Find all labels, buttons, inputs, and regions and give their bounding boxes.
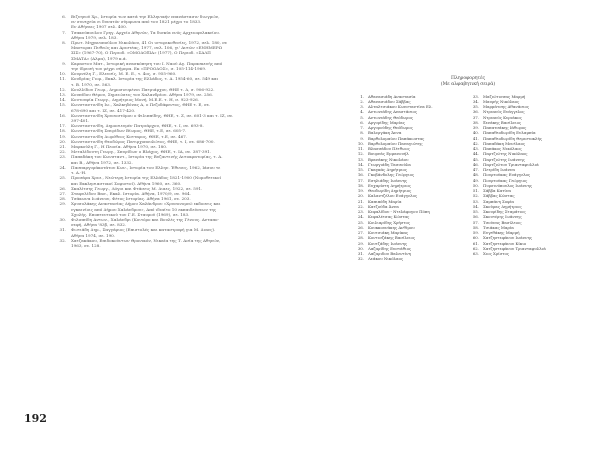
informant-number: 33. xyxy=(472,93,479,99)
informant-name: Λαζαρίδης Ευστάθιος xyxy=(368,245,412,251)
informant-name: Ντριανός Κυριάκος xyxy=(483,114,522,120)
reference-entry xyxy=(52,102,317,112)
reference-line: Χρυσολάκης Αναστασίας Δήμου Χαλάνδρου «Χρυσονομεώ εκδοσεις και xyxy=(71,201,221,207)
reference-line: Κωνσταντινίδη Χρυσοστόμου ο Φιλιππίδης, ΘΗΕ, τ. Ζ, σε. 601-3 και τ. ΙΖ, σε. xyxy=(71,112,234,118)
reference-number: 32. xyxy=(59,237,66,243)
reference-line: Χατζακάκου, Επιδοκούντων Θρονικόν, Νικαία της Τ. Ασία της Αθηνών, xyxy=(71,237,221,243)
reference-entry xyxy=(52,217,317,227)
informant-name: Ντριανός Ευάγγελος xyxy=(483,109,525,115)
reference-number: 14. xyxy=(59,97,66,103)
informant-number: 18. xyxy=(357,182,364,188)
reference-line: Σταφυλίδου Βασ., Εκκλ. Ιστορία. Αθήνα, 1970/9, σε. 964. xyxy=(71,190,191,196)
informant-name: Παπαδάκη Μενέλαος xyxy=(483,140,526,146)
reference-number: 17. xyxy=(59,123,66,129)
informant-name: Μαυρής Νικόλαος xyxy=(483,98,520,104)
reference-text xyxy=(71,14,317,30)
informant-number: 38. xyxy=(472,119,479,125)
reference-number: 29. xyxy=(59,201,66,207)
informant-name: Χιος Χρίστος xyxy=(483,251,509,257)
informant-number: 15. xyxy=(357,167,364,173)
informant-number: 20. xyxy=(357,193,364,199)
reference-entry xyxy=(52,61,317,71)
reference-line: Πασπαργυράκοτάτου Κων., Ιστορία του Ελλην. Έθνους, 1962, Ιάσου τε xyxy=(71,164,221,170)
reference-line: σεφή, Αθήνα '83β, σε. 832. xyxy=(71,222,127,228)
informant-number: 48. xyxy=(472,172,479,178)
reference-line: Τσάκωνα Ιωάννου, Φέτος Ιστορίας. Αθήνα 1961, σε. 203. xyxy=(71,196,191,202)
informant-number: 63. xyxy=(472,251,479,257)
informant-name: Κατζούδα Άννα xyxy=(368,203,399,209)
reference-number: 13. xyxy=(59,92,66,98)
informant-name: Πουρτούκας Ευάγγελος xyxy=(483,172,531,178)
reference-entry xyxy=(52,40,317,61)
informant-number: 36. xyxy=(472,109,479,115)
informant-name: Βλασσάδου Πέτθωος xyxy=(368,146,410,152)
informant-name: Πουρτούκας Γεώργιος xyxy=(483,177,528,183)
informant-number: 46. xyxy=(472,161,479,167)
informant-number: 52. xyxy=(472,193,479,199)
informant-name: Παρτζιώτου Τριανταφυλλιά xyxy=(483,161,539,167)
reference-line: 1963, σε. 128. xyxy=(71,242,101,248)
informant-name: Μαρμάτσης Αθανάσιος xyxy=(483,104,530,110)
informant-name: Βουρνάς Εμμανουήλ xyxy=(368,151,409,157)
reference-line: Κουτουφία Γεωργ., Δημήτριος Μονή, Μ.Ε.Ε. τ. Η, σ. 923-926. xyxy=(71,97,200,103)
reference-text xyxy=(71,227,317,237)
informant-number: 17. xyxy=(357,177,364,183)
reference-entry xyxy=(52,30,317,40)
informant-name: Τσιάκας Μαρία xyxy=(483,224,514,230)
reference-number: 12. xyxy=(59,86,66,92)
informant-name: Αργυρίδης Μαρίας xyxy=(368,119,405,125)
reference-line: Εν Αθήναις 1907 σελ. 400. xyxy=(71,24,128,30)
reference-line: Σκαλίτσης Γεωργ., Λόγοι και Φτάσεις Μ. Διαες, 1922, σε. 591. xyxy=(71,185,203,191)
reference-line: εγκαινίοις από Δήμου Χαλάνδρου», Από ιδιαίτο 10 εκπαιδεύσεων της xyxy=(71,206,217,212)
reference-text xyxy=(71,201,317,217)
informant-name: Μαζιώτισσας Μαρμή xyxy=(483,93,526,99)
informant-name: Πετρίδη Ιωάννα xyxy=(483,167,515,173)
informant-name: Παπάκος Νικόλαος xyxy=(483,146,522,152)
reference-entry xyxy=(52,165,317,175)
reference-entry xyxy=(52,175,317,185)
reference-number: 24. xyxy=(59,164,66,170)
informant-name: Σάββας Κώστας xyxy=(483,193,515,199)
reference-number: 21. xyxy=(59,144,66,150)
informant-number: 14. xyxy=(357,161,364,167)
reference-number: 26. xyxy=(59,185,66,191)
informant-name: Καλαντζέλου Ευάγγελος xyxy=(368,193,418,199)
reference-line: Καραστου Ματ., Ιστορική ανασκόπηση του Ι. Ναού Αγ. Παρασκευής από xyxy=(71,60,223,66)
informant-name: Παπαθεοδωρίδη Θεμιστοκλής xyxy=(483,135,542,141)
informant-number: 32. xyxy=(357,256,364,262)
reference-number: 30. xyxy=(59,216,66,222)
reference-line: Προσάρα Χρισ., Νεώτερη Ιστορία της Ελλάδος 1821-1900 (Νομοθετικοί xyxy=(71,175,222,181)
informant-number: 19. xyxy=(357,188,364,194)
informant-name: Βρανάκης Νικολάου xyxy=(368,156,409,162)
informant-name: Βαλεργάκη Άννα xyxy=(368,130,402,136)
informant-name: Αντωνιάδης Αναστάσιος xyxy=(368,109,418,115)
reference-line: Κωνσταντινίδη Ιω., Χαλκηδόνας Α, ο Πεζοδάφεντος, ΘΗΕ τ. Ε, σε. xyxy=(71,102,211,108)
reference-line: Πρωτ. Μηχανοπούλου Νικολάου, 41 Οι ιστορικοθεσίες, 1972, σελ. 180, σε xyxy=(71,40,228,46)
reference-line: ΣΜΑΤΑ» (Αλμα), 1979 κ.ά. xyxy=(71,55,127,61)
reference-number: 9. xyxy=(62,60,66,66)
informant-number: 60. xyxy=(472,235,479,241)
informant-row xyxy=(348,256,463,261)
reference-number: 8. xyxy=(62,40,66,46)
informant-name: Γκοβάνδολης Γεώργιος xyxy=(368,172,415,178)
reference-line: Παπαδάκη του Κωνσταντ., Ιστορία της Βυζαντινής Αυτοκρατορίας, τ. Α. xyxy=(71,154,223,160)
informant-number: 47. xyxy=(472,167,479,173)
reference-line: Κωνσταντινίδη Δωρόθεος Κοτταρος, ΘΗΕ, τ.Ε, σε. 467. xyxy=(71,133,188,139)
informant-number: 21. xyxy=(357,198,364,204)
informant-number: 9. xyxy=(360,135,364,141)
informant-number: 34. xyxy=(472,98,479,104)
reference-line: Κωνσταντινίδη Σπυρίδων Βίωμος, ΘΗΕ, τ.Ε, σε. 605-7. xyxy=(71,128,187,134)
informant-number: 27. xyxy=(357,230,364,236)
informant-name: Σκούρας Δημήτριος xyxy=(483,203,522,209)
reference-line: Βιζυηνού Χρ., Ιστορία των κατά την Ελληνικήν επανάστασιν διωγμών, xyxy=(71,14,220,19)
informant-number: 11. xyxy=(357,146,364,152)
informant-number: 39. xyxy=(472,125,479,131)
informant-name: Βαρθολομαίου Παπάκωστας xyxy=(368,135,425,141)
informant-number: 25. xyxy=(357,219,364,225)
informant-name: Σκουτέρης Ιωάννης xyxy=(483,214,522,220)
reference-text xyxy=(71,238,317,248)
informant-name: Κοιλιαρίδης Χρήστος xyxy=(368,219,411,225)
informant-number: 45. xyxy=(472,156,479,162)
informant-name: Τσούνας Βασίλειος xyxy=(483,219,522,225)
reference-line: Κουπίδου Θέμου, Σημειώσεις του Χαλανδρίου. Αθήνα 1979, σε. 256. xyxy=(71,92,214,98)
informant-name: Παρτζιώτης Ιωάννης xyxy=(483,156,525,162)
reference-number: 7. xyxy=(62,29,66,35)
reference-number: 27. xyxy=(59,190,66,196)
informant-name: Κεφαλίδου - Ντελάφογου Πόπη xyxy=(368,209,430,215)
informant-name: Κουτσιάκη Μαρίκας xyxy=(368,230,409,236)
informant-number: 1. xyxy=(360,93,364,99)
informant-number: 58. xyxy=(472,224,479,230)
informant-number: 8. xyxy=(360,130,364,136)
informant-number: 62. xyxy=(472,245,479,251)
informant-name: Κουτζάδης Ιωάννης xyxy=(368,240,408,246)
reference-entry xyxy=(52,154,317,164)
reference-line: και Β., Αθήνα 1972, σε. 1332. xyxy=(71,159,133,165)
informant-number: 54. xyxy=(472,203,479,209)
reference-text xyxy=(71,76,317,86)
informant-name: Κεφαλέτσας Κώστας xyxy=(368,214,410,220)
informant-name: Παπατσάκης Ιάθωρος xyxy=(483,125,527,131)
page-number: 192 xyxy=(24,412,47,425)
informant-number: 59. xyxy=(472,230,479,236)
informant-name: Σαμπάνη Σοφία xyxy=(483,198,514,204)
informant-number: 40. xyxy=(472,130,479,136)
reference-line: Κωνσταντινίδη, Δημοσιευμέν Πατριάρχου, ΘΗΕ, τ. Ι, σε. 693-8. xyxy=(71,123,204,129)
informant-number: 53. xyxy=(472,198,479,204)
reference-text xyxy=(71,40,317,61)
informants-title: Πληροφορητές xyxy=(450,76,486,81)
informant-number: 10. xyxy=(357,140,364,146)
reference-line: Κωνσταντινίδη Θεοδώρος Πατιρχοπουλώτος, ΘΗΕ, τ. Ι, σε. 686-700. xyxy=(71,138,215,144)
informant-number: 57. xyxy=(472,219,479,225)
informant-number: 7. xyxy=(360,125,364,131)
informants-column-left xyxy=(348,94,463,262)
informant-number: 4. xyxy=(360,109,364,115)
reference-line: τ. Α.-Η. xyxy=(71,170,87,176)
reference-line: Φιλιππίδη Αντων., Χαλάνδρι (Κοιτόρο και Βουλές της Γένους. Ανταπο- xyxy=(71,216,219,222)
informant-number: 35. xyxy=(472,104,479,110)
reference-number: 6. xyxy=(62,14,66,19)
reference-line: Κουρνέλη Γ., Ελευσίς, Μ. Ε. Ε., τ. 4ος, σ. 955-960. xyxy=(71,71,177,77)
informant-number: 31. xyxy=(357,251,364,257)
informant-name: Αργυρούδης Θεόδωρος xyxy=(368,125,413,131)
informants-heading xyxy=(348,76,578,88)
reference-line: Τσακνόπουλου Γρηγ. Αρχείο Αθηνών, Τα δισκία ενός Αρχειοφυλακείου. xyxy=(71,29,221,35)
informant-number: 51. xyxy=(472,188,479,194)
reference-number: 31. xyxy=(59,227,66,233)
informant-name: Ευγεθάκης Μαρμή xyxy=(483,230,520,236)
reference-entry xyxy=(52,227,317,237)
informant-number: 2. xyxy=(360,98,364,104)
informants-list xyxy=(348,76,578,262)
reference-number: 15. xyxy=(59,102,66,108)
informant-name: Γεωργιάδη Τασσούλα xyxy=(368,161,411,167)
informant-name: Παπαθεοδωρίδη Ευλαμπία xyxy=(483,130,536,136)
reference-number: 22. xyxy=(59,149,66,155)
reference-text xyxy=(71,30,317,40)
informant-number: 3. xyxy=(360,104,364,110)
informant-name: Αντωνιάδης Θεόδωρος xyxy=(368,114,413,120)
informant-number: 24. xyxy=(357,214,364,220)
reference-text xyxy=(71,154,317,164)
informant-number: 37. xyxy=(472,114,479,120)
informant-name: Κοντισζάκης Βασίλειος xyxy=(368,235,416,241)
reference-number: 10. xyxy=(59,71,66,77)
reference-entry xyxy=(52,201,317,217)
informants-subtitle: (Με αλφαβητική σειρά) xyxy=(440,81,496,87)
reference-number: 16. xyxy=(59,112,66,118)
informant-number: 28. xyxy=(357,235,364,241)
informant-number: 50. xyxy=(472,182,479,188)
reference-line: Μεταλίδουτη Γεωργ., Σπυρίδων ο Βλάχος, ΘΗΕ, τ. ΙΑ, σε. 387-391. xyxy=(71,149,212,155)
informant-number: 61. xyxy=(472,240,479,246)
informant-number: 42. xyxy=(472,140,479,146)
informant-number: 12. xyxy=(357,151,364,157)
reference-line: Φωτιάδη Δημ., Σαγγάριος (Επιστολές και καταστροφή για Μ. Διαες). xyxy=(71,227,216,233)
informant-name: Πυρσινόπουλος Ιωάννης xyxy=(483,182,532,188)
reference-line: Μαρκούλη Γ., Η Πεοεία. Αθήνα 1970, σε. 180. xyxy=(71,144,168,150)
informant-name: Αλταλτσιάκου Κωνσταντίνα Ελ. xyxy=(368,104,433,110)
reference-line: τ. Β. 1970, σε. 563. xyxy=(71,81,112,87)
reference-number: 18. xyxy=(59,128,66,134)
reference-line: Αθήνα 1974, σε. 190. xyxy=(71,232,116,238)
informant-name: Χατζηστεφάνου Τριανταφυλλιά xyxy=(483,245,546,251)
reference-text xyxy=(71,175,317,185)
reference-number: 28. xyxy=(59,196,66,202)
informant-name: Ξενάκης Βασίλειος xyxy=(483,119,522,125)
informant-name: Κουκκουνάκης Ανθίμου xyxy=(368,224,415,230)
informant-number: 56. xyxy=(472,214,479,220)
informant-number: 22. xyxy=(357,203,364,209)
informant-name: Καπιπόδη Μαρία xyxy=(368,198,402,204)
informant-number: 23. xyxy=(357,209,364,215)
reference-text xyxy=(71,165,317,175)
reference-number: 19. xyxy=(59,133,66,139)
reference-line: Κουλλίδου Γεωρ., Δημοσιευμένοι Πατριάρχου, ΘΗΕ τ. Δ, σ. 906-922. xyxy=(71,86,215,92)
informant-number: 30. xyxy=(357,245,364,251)
informant-number: 5. xyxy=(360,114,364,120)
reference-number: 11. xyxy=(59,76,66,82)
informant-name: Ευχαρίστη Δημήτριος xyxy=(368,182,411,188)
reference-line: Αθήνα 1979, σελ. 183. xyxy=(71,34,118,40)
informant-number: 6. xyxy=(360,119,364,125)
reference-line: 397-401. xyxy=(71,118,90,124)
reference-text xyxy=(71,102,317,112)
informant-number: 13. xyxy=(357,156,364,162)
reference-line: 678-690 και τ. ΙΖ, σε. 417-420. xyxy=(71,107,136,113)
informants-column-right xyxy=(463,94,578,262)
reference-line: Μαστοραι Πυθεώς και Αριστέας, 1977, σελ. 106, γι' Αυτών «ΕΝΗΜΕΡΩ xyxy=(71,45,223,51)
reference-line: ΣΙΣ» (1967-70), Ο Περιοδ. «ΟΜΟΔΟΞΙΑ» (1977), Ο Περιοδ. «ΣΑΛΠ xyxy=(71,50,211,56)
informant-number: 26. xyxy=(357,224,364,230)
informant-name: Εσηλιάδης Ιωάννης xyxy=(368,177,408,183)
reference-entry xyxy=(52,113,317,123)
informant-name: Λαζαριδου Βαλεντίνη xyxy=(368,251,411,257)
reference-line: την ίδρυσή του μέχρι σήμερα. Εκ «ΠΡΟΟΔΟΣ», σ. 105-114-1969. xyxy=(71,66,207,72)
informant-number: 43. xyxy=(472,146,479,152)
informant-number: 16. xyxy=(357,172,364,178)
reference-entry xyxy=(52,238,317,248)
reference-line: Κουδρίας Γιορ., Εκκλ. Ιστορία της Ελλάδος, τ. Α. 1954-60, σε. 549 και xyxy=(71,76,219,82)
reference-number: 20. xyxy=(59,138,66,144)
reference-line: Σχολής. Εποπτευτικού του Γ.Ε. Σταυρού (1969), σε. 183. xyxy=(71,211,190,217)
informant-name: Σκουρίδης Σταμάτιος xyxy=(483,209,526,215)
informant-name: Σάββα Κατίνα xyxy=(483,188,511,194)
informant-name: Παρτζιώτης Νικόλαος xyxy=(483,151,528,157)
informant-name: Γκαγκάς Δημήτριος xyxy=(368,167,408,173)
reference-entry xyxy=(52,14,317,30)
reference-line: εν συνεχεία ει δυνατόν σύμφωνα από του 1821 μέχρι το 1833. xyxy=(71,19,202,25)
reference-number: 23. xyxy=(59,154,66,160)
informant-number: 44. xyxy=(472,151,479,157)
informant-row xyxy=(463,251,578,256)
informant-name: Αθανασιάδου Σάββας xyxy=(368,98,411,104)
reference-text xyxy=(71,217,317,227)
informant-number: 29. xyxy=(357,240,364,246)
informant-name: Χατζηστεφάνου Κίκιο xyxy=(483,240,527,246)
informant-name: Χατζηστεφάνου Ιωάννης xyxy=(483,235,533,241)
reference-line: και Εκκλησιαστικοί Σοφιστοί). Αθήνα 1960, σε. 360. xyxy=(71,180,182,186)
informant-name: Θεοδωρίδη Δημήτριος xyxy=(368,188,412,194)
informant-name: Βαρθολομαίου Παναγιώτης xyxy=(368,140,423,146)
reference-text xyxy=(71,113,317,123)
bibliography-list xyxy=(52,14,317,248)
informant-number: 49. xyxy=(472,177,479,183)
reference-number: 25. xyxy=(59,175,66,181)
reference-entry xyxy=(52,76,317,86)
informant-number: 55. xyxy=(472,209,479,215)
reference-text xyxy=(71,61,317,71)
informant-name: Αθανασιάδη Αναστασία xyxy=(368,93,416,99)
informant-number: 41. xyxy=(472,135,479,141)
informant-name: Λεάκου Νικόλαος xyxy=(368,256,404,262)
